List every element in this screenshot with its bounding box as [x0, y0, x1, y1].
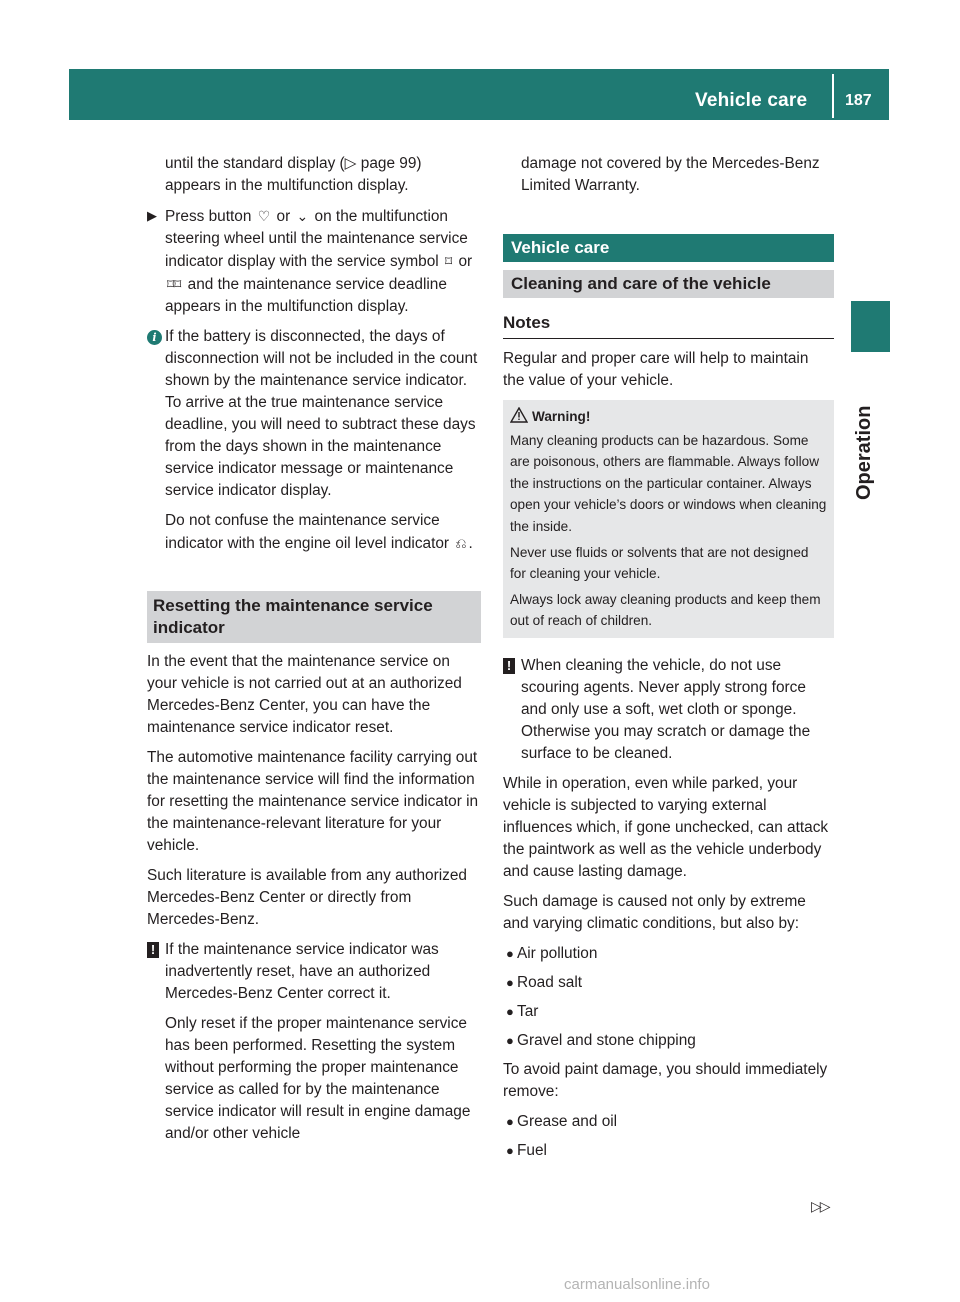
continue-arrow-icon: ▷▷ [811, 1198, 829, 1214]
section-heading: Resetting the maintenance service indicator [147, 591, 481, 643]
paragraph: Such literature is available from any authorized Mercedes-Benz Center or directly from Mercedes-Benz. [147, 867, 467, 928]
paragraph: The automotive maintenance facility carrying out the maintenance service will find the information for resetting the maintenance service indicator in the maintenance-relevant literature for your vehicle. [147, 749, 479, 854]
bullet-icon: ● [506, 1142, 514, 1158]
warning-text: Many cleaning products can be hazardous. Some are poisonous, others are flammable. Always follow the instructions on the particular container. Always open your vehicle’s doors or windows when cleaning the inside. [510, 432, 827, 534]
subsection-title: Cleaning and care of the vehicle [503, 270, 834, 298]
warning-text: Always lock away cleaning products and keep them out of reach of children. [510, 591, 821, 629]
bullet-icon: ● [506, 1003, 514, 1019]
list-item-text: Gravel and stone chipping [517, 1031, 696, 1049]
warning-title: Warning! [532, 409, 591, 424]
info-icon: i [147, 330, 162, 345]
list-item-text: Tar [517, 1002, 539, 1020]
caution-icon: ! [503, 658, 515, 674]
service-double-wrench-icon: ⌑⌑ [167, 276, 182, 292]
list-item-text: Road salt [517, 973, 583, 991]
service-wrench-icon: ⌑ [445, 253, 453, 269]
paragraph: Regular and proper care will help to maintain the value of your vehicle. [503, 350, 809, 389]
bullet-icon: ● [506, 1113, 514, 1129]
warning-box [503, 400, 834, 638]
warning-text: Never use fluids or solvents that are not designed for cleaning your vehicle. [510, 544, 809, 582]
right-column [503, 153, 834, 1169]
list-item [503, 1001, 834, 1023]
oil-level-icon: ⎌ [455, 535, 467, 551]
list-item [503, 972, 834, 994]
left-column [147, 153, 481, 1145]
bullet-icon: ● [506, 974, 514, 990]
caution-note: ! When cleaning the vehicle, do not use scouring agents. Never apply strong force and only use a soft, wet cloth or sponge. Otherwise you may scratch or damage the surface to be cleaned. [503, 655, 834, 765]
bullet-icon: ● [506, 1032, 514, 1048]
paragraph: Such damage is caused not only by extreme and varying climatic conditions, but also by: [503, 892, 806, 932]
arrow-up-button-icon: ♡ [257, 208, 271, 224]
bullet-icon: ● [506, 945, 514, 961]
list-item [503, 1111, 834, 1133]
list-item-text: Fuel [517, 1141, 547, 1159]
list-item [503, 943, 834, 965]
paragraph: In the event that the maintenance service on your vehicle is not carried out at an authorized Mercedes-Benz Center, you can have the maintenance service indicator reset. [147, 653, 462, 736]
step-arrow-icon: ▶ [147, 208, 157, 223]
header-divider [832, 74, 834, 118]
list-item-text: Air pollution [517, 944, 598, 962]
section-title: Vehicle care [503, 234, 834, 262]
watermark: carmanualsonline.info [564, 1276, 710, 1293]
list-item [503, 1140, 834, 1162]
paragraph: While in operation, even while parked, your vehicle is subjected to varying external influences which, if gone unchecked, can attack the paintwork as well as the vehicle underbody and cause lasting damage. [503, 774, 829, 880]
paragraph: damage not covered by the Mercedes-Benz Limited Warranty. [521, 155, 820, 194]
caution-icon: ! [147, 942, 159, 958]
side-tab-marker [851, 301, 890, 352]
caution-note: ! If the maintenance service indicator was inadvertently reset, have an authorized Mercedes-Benz Center correct it. Only reset if the proper maintenance service has been performed. Resetting the system without performing the proper maintenance service as called for by the maintenance service indicator will result in engine damage and/or other vehicle [147, 939, 481, 1145]
section-header-title: Vehicle care [695, 90, 808, 111]
warning-triangle-icon [510, 407, 528, 423]
list-item-text: Grease and oil [517, 1112, 618, 1130]
arrow-down-button-icon: ⌄ [296, 208, 309, 224]
instruction-step: ▶ Press button ♡ or ⌄ on the multifunction steering wheel until the maintenance service indicator display with the service symbol ⌑ or ⌑⌑ and the maintenance service deadline appears in the multifunction display. [147, 205, 481, 318]
info-note: i If the battery is disconnected, the days of disconnection will not be included in the count shown by the maintenance service indicator. To arrive at the true maintenance service deadline, you will need to subtract these days from the days shown in the maintenance service indicator message or maintenance service indicator display. Do not confuse the maintenance service indicator with the engine oil level indicator ⎌ . [147, 326, 481, 555]
paragraph: until the standard display (▷ page 99) appears in the multifunction display. [165, 155, 422, 194]
page-number: 187 [845, 92, 872, 109]
notes-heading: Notes [503, 312, 834, 339]
paragraph: To avoid paint damage, you should immediately remove: [503, 1060, 828, 1100]
list-item [503, 1030, 834, 1052]
